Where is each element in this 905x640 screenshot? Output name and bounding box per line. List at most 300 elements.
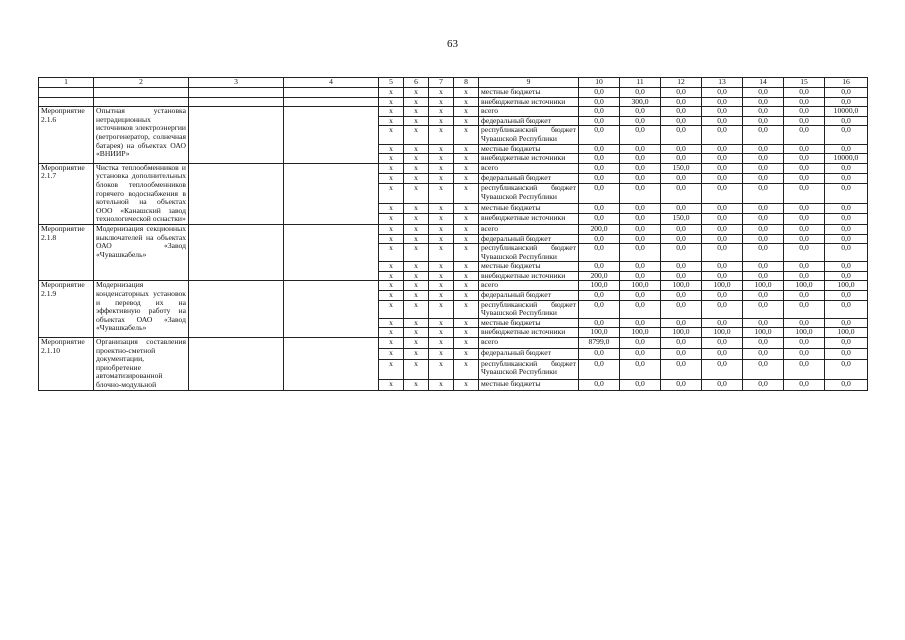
value-cell: 0,0 — [620, 379, 661, 390]
value-cell: 100,0 — [620, 328, 661, 338]
value-cell: 0,0 — [661, 107, 702, 117]
value-cell: 0,0 — [743, 184, 784, 204]
value-cell: 0,0 — [579, 379, 620, 390]
mark-cell: x — [429, 214, 454, 224]
value-cell: 0,0 — [784, 359, 825, 379]
mark-cell: x — [429, 281, 454, 291]
mark-cell: x — [404, 174, 429, 184]
value-cell: 0,0 — [702, 214, 743, 224]
mark-cell: x — [404, 234, 429, 244]
value-cell: 0,0 — [702, 144, 743, 154]
value-cell: 0,0 — [784, 97, 825, 107]
value-cell: 0,0 — [784, 214, 825, 224]
mark-cell: x — [379, 88, 404, 98]
value-cell: 0,0 — [702, 262, 743, 272]
value-cell: 0,0 — [661, 126, 702, 144]
value-cell: 0,0 — [620, 204, 661, 214]
page-number: 63 — [447, 38, 458, 50]
funding-source: внебюджетные источники — [479, 214, 579, 224]
mark-cell: x — [379, 348, 404, 359]
value-cell: 0,0 — [702, 379, 743, 390]
value-cell: 0,0 — [784, 204, 825, 214]
column-number: 7 — [429, 78, 454, 88]
mark-cell: x — [454, 379, 479, 390]
value-cell: 0,0 — [579, 174, 620, 184]
value-cell: 0,0 — [784, 107, 825, 117]
value-cell: 0,0 — [825, 97, 868, 107]
column-number: 8 — [454, 78, 479, 88]
value-cell: 200,0 — [579, 224, 620, 234]
value-cell: 100,0 — [784, 281, 825, 291]
value-cell: 0,0 — [825, 88, 868, 98]
mark-cell: x — [379, 359, 404, 379]
mark-cell: x — [429, 359, 454, 379]
mark-cell: x — [379, 328, 404, 338]
value-cell: 0,0 — [743, 291, 784, 301]
measure-name: Опытная установка нетрадиционных источников электроэнергии (ветрогенератор, солнечная батарея) на объектах ОАО «ВНИИР» — [94, 107, 189, 164]
value-cell: 0,0 — [825, 163, 868, 173]
mark-cell: x — [379, 97, 404, 107]
empty-cell — [189, 88, 284, 98]
value-cell: 0,0 — [702, 88, 743, 98]
funding-source: внебюджетные источники — [479, 271, 579, 281]
mark-cell: x — [404, 184, 429, 204]
mark-cell: x — [454, 359, 479, 379]
mark-cell: x — [454, 281, 479, 291]
value-cell: 0,0 — [661, 184, 702, 204]
value-cell: 0,0 — [620, 338, 661, 349]
value-cell: 0,0 — [784, 318, 825, 328]
measure-code: Мероприятие 2.1.7 — [39, 163, 94, 224]
funding-source: республиканский бюджет Чувашской Республики — [479, 359, 579, 379]
value-cell: 0,0 — [743, 379, 784, 390]
value-cell: 0,0 — [620, 262, 661, 272]
value-cell: 0,0 — [661, 348, 702, 359]
value-cell: 0,0 — [620, 154, 661, 164]
value-cell: 0,0 — [702, 126, 743, 144]
table-row — [39, 224, 868, 234]
value-cell: 0,0 — [579, 291, 620, 301]
funding-source: федеральный бюджет — [479, 116, 579, 126]
mark-cell: x — [429, 126, 454, 144]
value-cell: 0,0 — [620, 174, 661, 184]
measure-code: Мероприятие 2.1.8 — [39, 224, 94, 281]
budget-table — [38, 77, 868, 391]
mark-cell: x — [429, 271, 454, 281]
value-cell: 0,0 — [579, 348, 620, 359]
value-cell: 100,0 — [825, 281, 868, 291]
value-cell: 0,0 — [784, 88, 825, 98]
empty-cell — [189, 224, 284, 281]
value-cell: 0,0 — [825, 300, 868, 318]
value-cell: 0,0 — [743, 262, 784, 272]
empty-cell — [94, 97, 189, 107]
mark-cell: x — [454, 144, 479, 154]
value-cell: 0,0 — [620, 348, 661, 359]
funding-source: местные бюджеты — [479, 379, 579, 390]
mark-cell: x — [404, 348, 429, 359]
value-cell: 0,0 — [579, 88, 620, 98]
empty-cell — [284, 338, 379, 391]
mark-cell: x — [404, 300, 429, 318]
mark-cell: x — [379, 214, 404, 224]
value-cell: 0,0 — [825, 318, 868, 328]
value-cell: 0,0 — [620, 224, 661, 234]
column-number: 9 — [479, 78, 579, 88]
value-cell: 0,0 — [825, 144, 868, 154]
value-cell: 0,0 — [702, 291, 743, 301]
value-cell: 0,0 — [579, 126, 620, 144]
mark-cell: x — [454, 163, 479, 173]
value-cell: 100,0 — [661, 328, 702, 338]
value-cell: 0,0 — [743, 204, 784, 214]
mark-cell: x — [379, 379, 404, 390]
mark-cell: x — [404, 163, 429, 173]
mark-cell: x — [379, 271, 404, 281]
value-cell: 0,0 — [579, 234, 620, 244]
value-cell: 100,0 — [702, 281, 743, 291]
funding-source: местные бюджеты — [479, 144, 579, 154]
value-cell: 0,0 — [620, 163, 661, 173]
column-number: 16 — [825, 78, 868, 88]
empty-cell — [189, 163, 284, 224]
value-cell: 0,0 — [743, 300, 784, 318]
mark-cell: x — [404, 359, 429, 379]
value-cell: 0,0 — [702, 318, 743, 328]
measure-name: Модернизация конденсаторных установок и перевод их на эффективную работу на объектах ОАО «Завод «Чувашкабель» — [94, 281, 189, 338]
value-cell: 0,0 — [661, 338, 702, 349]
value-cell: 200,0 — [579, 271, 620, 281]
empty-cell — [284, 281, 379, 338]
value-cell: 0,0 — [784, 174, 825, 184]
value-cell: 0,0 — [661, 291, 702, 301]
measure-name: Организация составления проектно-сметной документации, приобретение автоматизированной блочно-модульной — [94, 338, 189, 391]
value-cell: 0,0 — [743, 163, 784, 173]
value-cell: 0,0 — [620, 359, 661, 379]
mark-cell: x — [454, 348, 479, 359]
mark-cell: x — [454, 97, 479, 107]
value-cell: 0,0 — [743, 338, 784, 349]
value-cell: 0,0 — [579, 154, 620, 164]
funding-source: внебюджетные источники — [479, 97, 579, 107]
mark-cell: x — [379, 234, 404, 244]
mark-cell: x — [404, 338, 429, 349]
column-number: 1 — [39, 78, 94, 88]
value-cell: 0,0 — [784, 300, 825, 318]
table-row — [39, 97, 868, 107]
value-cell: 0,0 — [579, 214, 620, 224]
mark-cell: x — [404, 154, 429, 164]
mark-cell: x — [454, 262, 479, 272]
mark-cell: x — [454, 88, 479, 98]
value-cell: 0,0 — [661, 379, 702, 390]
mark-cell: x — [429, 338, 454, 349]
value-cell: 0,0 — [620, 271, 661, 281]
value-cell: 0,0 — [743, 271, 784, 281]
value-cell: 0,0 — [784, 348, 825, 359]
mark-cell: x — [429, 163, 454, 173]
mark-cell: x — [454, 300, 479, 318]
mark-cell: x — [379, 291, 404, 301]
mark-cell: x — [404, 328, 429, 338]
mark-cell: x — [404, 204, 429, 214]
funding-source: местные бюджеты — [479, 262, 579, 272]
value-cell: 0,0 — [661, 244, 702, 262]
value-cell: 0,0 — [702, 244, 743, 262]
value-cell: 0,0 — [661, 234, 702, 244]
value-cell: 0,0 — [743, 359, 784, 379]
mark-cell: x — [404, 281, 429, 291]
mark-cell: x — [429, 328, 454, 338]
mark-cell: x — [379, 318, 404, 328]
value-cell: 0,0 — [661, 359, 702, 379]
value-cell: 0,0 — [784, 244, 825, 262]
value-cell: 0,0 — [784, 291, 825, 301]
mark-cell: x — [429, 262, 454, 272]
mark-cell: x — [454, 328, 479, 338]
mark-cell: x — [404, 116, 429, 126]
value-cell: 0,0 — [661, 224, 702, 234]
value-cell: 0,0 — [579, 97, 620, 107]
value-cell: 0,0 — [743, 318, 784, 328]
value-cell: 0,0 — [784, 234, 825, 244]
mark-cell: x — [379, 163, 404, 173]
mark-cell: x — [379, 154, 404, 164]
value-cell: 0,0 — [743, 107, 784, 117]
value-cell: 0,0 — [825, 214, 868, 224]
value-cell: 0,0 — [620, 291, 661, 301]
value-cell: 0,0 — [825, 348, 868, 359]
measure-name: Чистка теплообменников и установка дополнительных блоков теплообменников горячего водоснабжения в котельной на объектах ООО «Канашский завод технологической оснастки» — [94, 163, 189, 224]
mark-cell: x — [404, 318, 429, 328]
column-number: 3 — [189, 78, 284, 88]
mark-cell: x — [429, 88, 454, 98]
mark-cell: x — [379, 244, 404, 262]
funding-source: федеральный бюджет — [479, 291, 579, 301]
value-cell: 0,0 — [661, 174, 702, 184]
mark-cell: x — [454, 126, 479, 144]
empty-cell — [284, 88, 379, 98]
value-cell: 0,0 — [825, 116, 868, 126]
funding-source: внебюджетные источники — [479, 328, 579, 338]
column-number: 13 — [702, 78, 743, 88]
mark-cell: x — [429, 224, 454, 234]
mark-cell: x — [404, 126, 429, 144]
value-cell: 0,0 — [661, 144, 702, 154]
mark-cell: x — [429, 204, 454, 214]
empty-cell — [189, 97, 284, 107]
mark-cell: x — [429, 291, 454, 301]
value-cell: 0,0 — [620, 107, 661, 117]
funding-source: федеральный бюджет — [479, 174, 579, 184]
value-cell: 0,0 — [784, 144, 825, 154]
measure-name: Модернизация секционных выключателей на объектах ОАО «Завод «Чувашкабель» — [94, 224, 189, 281]
funding-source: всего — [479, 107, 579, 117]
value-cell: 0,0 — [825, 291, 868, 301]
mark-cell: x — [404, 224, 429, 234]
empty-cell — [284, 224, 379, 281]
table-row — [39, 163, 868, 173]
value-cell: 0,0 — [579, 116, 620, 126]
value-cell: 0,0 — [579, 244, 620, 262]
mark-cell: x — [404, 144, 429, 154]
value-cell: 0,0 — [784, 338, 825, 349]
value-cell: 0,0 — [743, 224, 784, 234]
value-cell: 0,0 — [743, 154, 784, 164]
value-cell: 0,0 — [579, 262, 620, 272]
value-cell: 0,0 — [620, 244, 661, 262]
value-cell: 0,0 — [743, 144, 784, 154]
value-cell: 0,0 — [702, 163, 743, 173]
mark-cell: x — [379, 281, 404, 291]
column-number: 12 — [661, 78, 702, 88]
column-number: 6 — [404, 78, 429, 88]
funding-source: республиканский бюджет Чувашской Республики — [479, 126, 579, 144]
value-cell: 0,0 — [620, 116, 661, 126]
empty-cell — [189, 107, 284, 164]
funding-source: республиканский бюджет Чувашской Республики — [479, 184, 579, 204]
value-cell: 0,0 — [825, 174, 868, 184]
column-number: 14 — [743, 78, 784, 88]
value-cell: 0,0 — [661, 300, 702, 318]
value-cell: 0,0 — [702, 154, 743, 164]
value-cell: 0,0 — [579, 204, 620, 214]
value-cell: 0,0 — [661, 262, 702, 272]
mark-cell: x — [379, 116, 404, 126]
empty-cell — [94, 88, 189, 98]
mark-cell: x — [429, 116, 454, 126]
funding-source: всего — [479, 338, 579, 349]
value-cell: 100,0 — [702, 328, 743, 338]
column-number: 10 — [579, 78, 620, 88]
funding-source: республиканский бюджет Чувашской Республики — [479, 300, 579, 318]
value-cell: 0,0 — [620, 300, 661, 318]
value-cell: 0,0 — [702, 174, 743, 184]
value-cell: 0,0 — [620, 184, 661, 204]
mark-cell: x — [404, 214, 429, 224]
table-row — [39, 338, 868, 349]
value-cell: 100,0 — [743, 281, 784, 291]
mark-cell: x — [454, 116, 479, 126]
column-number-row — [39, 78, 868, 88]
mark-cell: x — [379, 338, 404, 349]
value-cell: 100,0 — [620, 281, 661, 291]
value-cell: 0,0 — [743, 174, 784, 184]
value-cell: 0,0 — [784, 126, 825, 144]
value-cell: 0,0 — [620, 214, 661, 224]
mark-cell: x — [454, 244, 479, 262]
mark-cell: x — [429, 144, 454, 154]
mark-cell: x — [454, 174, 479, 184]
value-cell: 0,0 — [661, 97, 702, 107]
value-cell: 0,0 — [825, 224, 868, 234]
empty-cell — [189, 338, 284, 391]
value-cell: 10000,0 — [825, 154, 868, 164]
value-cell: 0,0 — [743, 116, 784, 126]
mark-cell: x — [404, 97, 429, 107]
value-cell: 8799,0 — [579, 338, 620, 349]
empty-cell — [39, 88, 94, 98]
value-cell: 0,0 — [661, 204, 702, 214]
mark-cell: x — [404, 244, 429, 262]
mark-cell: x — [429, 184, 454, 204]
column-number: 5 — [379, 78, 404, 88]
value-cell: 0,0 — [620, 126, 661, 144]
mark-cell: x — [454, 271, 479, 281]
empty-cell — [284, 107, 379, 164]
mark-cell: x — [429, 300, 454, 318]
value-cell: 0,0 — [825, 234, 868, 244]
mark-cell: x — [379, 262, 404, 272]
mark-cell: x — [429, 234, 454, 244]
value-cell: 0,0 — [825, 184, 868, 204]
value-cell: 0,0 — [702, 348, 743, 359]
value-cell: 0,0 — [661, 116, 702, 126]
mark-cell: x — [429, 244, 454, 262]
mark-cell: x — [379, 184, 404, 204]
mark-cell: x — [429, 379, 454, 390]
value-cell: 0,0 — [620, 144, 661, 154]
value-cell: 0,0 — [702, 359, 743, 379]
value-cell: 0,0 — [825, 338, 868, 349]
value-cell: 0,0 — [620, 234, 661, 244]
value-cell: 100,0 — [784, 328, 825, 338]
value-cell: 0,0 — [579, 144, 620, 154]
value-cell: 0,0 — [825, 244, 868, 262]
measure-code: Мероприятие 2.1.10 — [39, 338, 94, 391]
funding-source: всего — [479, 281, 579, 291]
value-cell: 0,0 — [579, 163, 620, 173]
value-cell: 0,0 — [743, 244, 784, 262]
value-cell: 0,0 — [825, 379, 868, 390]
value-cell: 0,0 — [579, 107, 620, 117]
value-cell: 0,0 — [702, 338, 743, 349]
mark-cell: x — [404, 88, 429, 98]
mark-cell: x — [429, 107, 454, 117]
mark-cell: x — [379, 300, 404, 318]
mark-cell: x — [454, 107, 479, 117]
funding-source: местные бюджеты — [479, 318, 579, 328]
value-cell: 0,0 — [661, 88, 702, 98]
value-cell: 0,0 — [620, 88, 661, 98]
mark-cell: x — [429, 174, 454, 184]
empty-cell — [39, 97, 94, 107]
mark-cell: x — [429, 97, 454, 107]
value-cell: 10000,0 — [825, 107, 868, 117]
empty-cell — [189, 281, 284, 338]
mark-cell: x — [379, 204, 404, 214]
mark-cell: x — [429, 318, 454, 328]
mark-cell: x — [404, 379, 429, 390]
table-row — [39, 281, 868, 291]
value-cell: 0,0 — [579, 300, 620, 318]
value-cell: 0,0 — [743, 97, 784, 107]
column-number: 2 — [94, 78, 189, 88]
measure-code: Мероприятие 2.1.6 — [39, 107, 94, 164]
mark-cell: x — [379, 224, 404, 234]
value-cell: 100,0 — [579, 328, 620, 338]
value-cell: 0,0 — [702, 107, 743, 117]
funding-source: всего — [479, 163, 579, 173]
value-cell: 0,0 — [702, 271, 743, 281]
mark-cell: x — [454, 204, 479, 214]
value-cell: 0,0 — [702, 184, 743, 204]
value-cell: 150,0 — [661, 214, 702, 224]
value-cell: 0,0 — [784, 154, 825, 164]
mark-cell: x — [404, 291, 429, 301]
funding-source: федеральный бюджет — [479, 234, 579, 244]
funding-source: местные бюджеты — [479, 88, 579, 98]
